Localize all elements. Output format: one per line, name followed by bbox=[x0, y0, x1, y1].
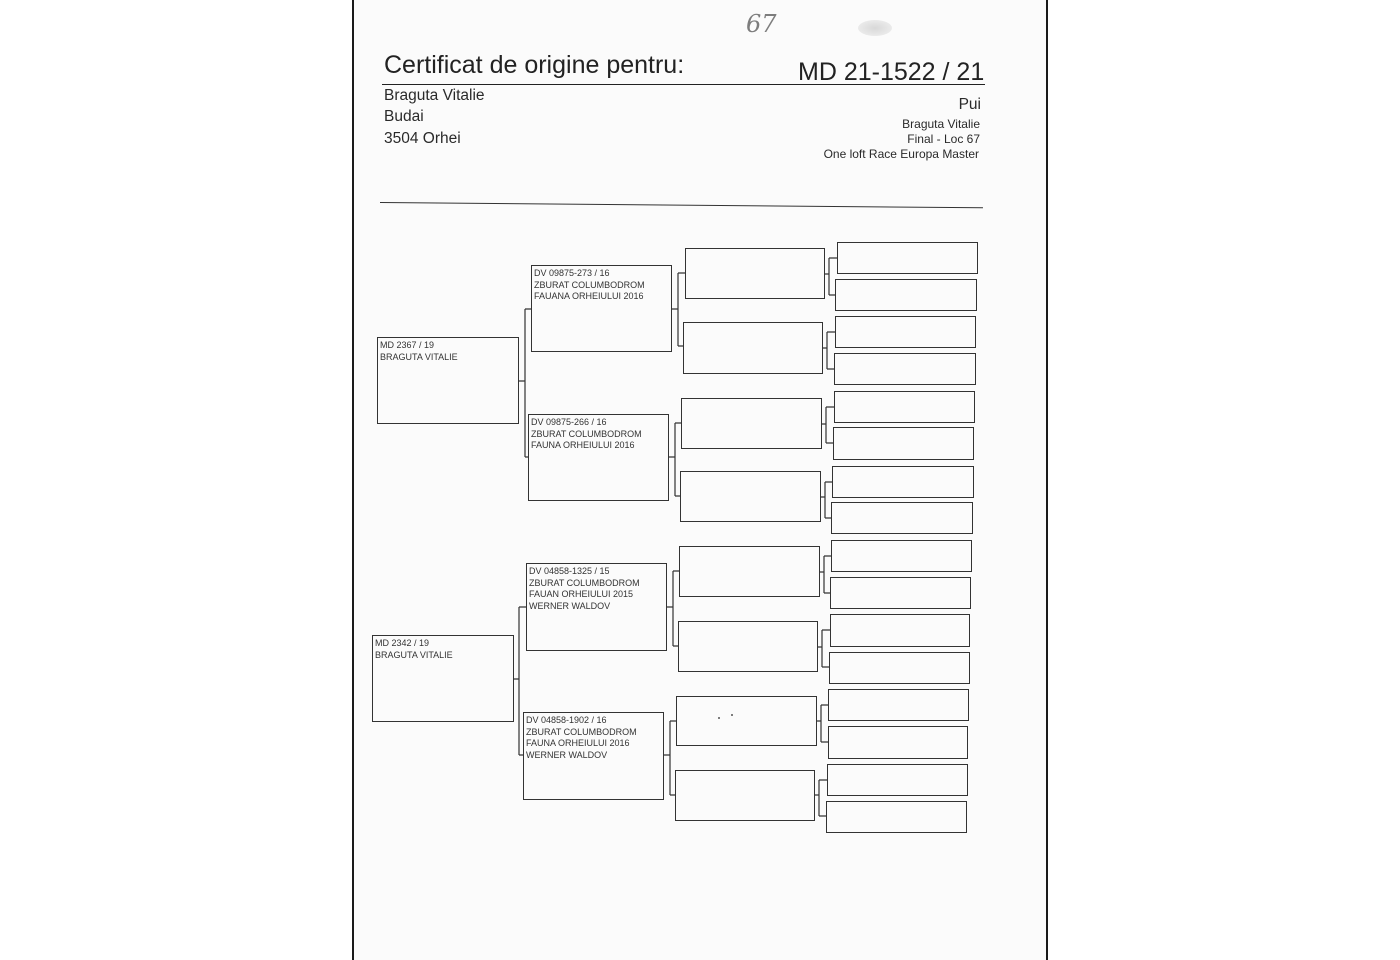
pedigree-gen3-box bbox=[676, 696, 817, 746]
pedigree-gen4-box bbox=[831, 502, 973, 534]
bird-result: Final - Loc 67 bbox=[907, 132, 980, 146]
pedigree-gen4-box bbox=[834, 353, 976, 385]
speck bbox=[731, 714, 733, 716]
pedigree-gen4-box bbox=[831, 540, 972, 572]
pedigree-gen3-box bbox=[675, 770, 815, 821]
pedigree-gen3-box bbox=[678, 621, 818, 672]
pedigree-sire-sire bbox=[531, 265, 672, 352]
pedigree-gen3-box bbox=[680, 471, 821, 522]
pedigree-gen4-box bbox=[833, 427, 974, 460]
sire-dam-ring: DV 09875-266 / 16 bbox=[531, 417, 607, 427]
owner-name: Braguta Vitalie bbox=[384, 87, 485, 104]
pedigree-gen4-box bbox=[828, 689, 969, 721]
dam-line1: BRAGUTA VITALIE bbox=[375, 649, 453, 660]
owner-locality: Budai bbox=[384, 108, 424, 125]
ring-number: MD 21-1522 / 21 bbox=[798, 58, 985, 86]
pedigree-gen4-box bbox=[834, 391, 975, 423]
dam-dam-line3: WERNER WALDOV bbox=[526, 749, 608, 760]
sire-dam-line1: ZBURAT COLUMBODROM bbox=[531, 428, 642, 439]
bird-race: One loft Race Europa Master bbox=[823, 147, 979, 161]
sire-dam-line2: FAUNA ORHEIULUI 2016 bbox=[531, 440, 635, 450]
pedigree-dam bbox=[372, 635, 514, 722]
pedigree-dam-dam bbox=[523, 712, 664, 800]
sire-sire-line2: FAUANA ORHEIULUI 2016 bbox=[534, 291, 644, 301]
pedigree-gen3-box bbox=[679, 546, 820, 597]
dam-sire-ring: DV 04858-1325 / 15 bbox=[529, 566, 610, 576]
pedigree-gen4-box bbox=[828, 726, 968, 759]
pedigree-gen4-box bbox=[826, 801, 967, 833]
dam-ring: MD 2342 / 19 bbox=[375, 638, 430, 648]
pedigree-gen4-box bbox=[827, 764, 968, 796]
handwritten-note: 67 bbox=[746, 10, 777, 38]
dam-dam-line1: ZBURAT COLUMBODROM bbox=[526, 726, 637, 737]
pedigree-gen3-box bbox=[681, 398, 822, 449]
bird-breeder: Braguta Vitalie bbox=[902, 117, 980, 131]
owner-postal-city: 3504 Orhei bbox=[384, 130, 461, 147]
pedigree-gen3-box bbox=[683, 322, 823, 374]
sire-line1: BRAGUTA VITALIE bbox=[380, 351, 458, 362]
pedigree-sire bbox=[377, 337, 519, 424]
pedigree-gen4-box bbox=[837, 242, 978, 274]
dam-sire-line3: WERNER WALDOV bbox=[529, 600, 611, 611]
pedigree-gen4-box bbox=[830, 577, 971, 609]
pedigree-gen4-box bbox=[829, 652, 970, 684]
pedigree-gen4-box bbox=[835, 316, 976, 348]
dam-sire-line1: ZBURAT COLUMBODROM bbox=[529, 577, 640, 588]
pedigree-gen4-box bbox=[835, 279, 977, 311]
sire-sire-line1: ZBURAT COLUMBODROM bbox=[534, 279, 645, 290]
pedigree-sire-dam bbox=[528, 414, 669, 501]
sire-sire-ring: DV 09875-273 / 16 bbox=[534, 268, 610, 278]
pedigree-gen4-box bbox=[830, 614, 970, 647]
sire-ring: MD 2367 / 19 bbox=[380, 340, 435, 350]
dam-dam-line2: FAUNA ORHEIULUI 2016 bbox=[526, 738, 630, 748]
pedigree-dam-sire bbox=[526, 563, 667, 651]
speck bbox=[718, 717, 720, 719]
pedigree-gen4-box bbox=[832, 466, 974, 498]
bird-category: Pui bbox=[958, 96, 981, 113]
pedigree-gen3-box bbox=[685, 248, 825, 299]
dam-sire-line2: FAUAN ORHEIULUI 2015 bbox=[529, 589, 634, 599]
dam-dam-ring: DV 04858-1902 / 16 bbox=[526, 715, 607, 725]
certificate-title: Certificat de origine pentru: bbox=[384, 51, 685, 79]
